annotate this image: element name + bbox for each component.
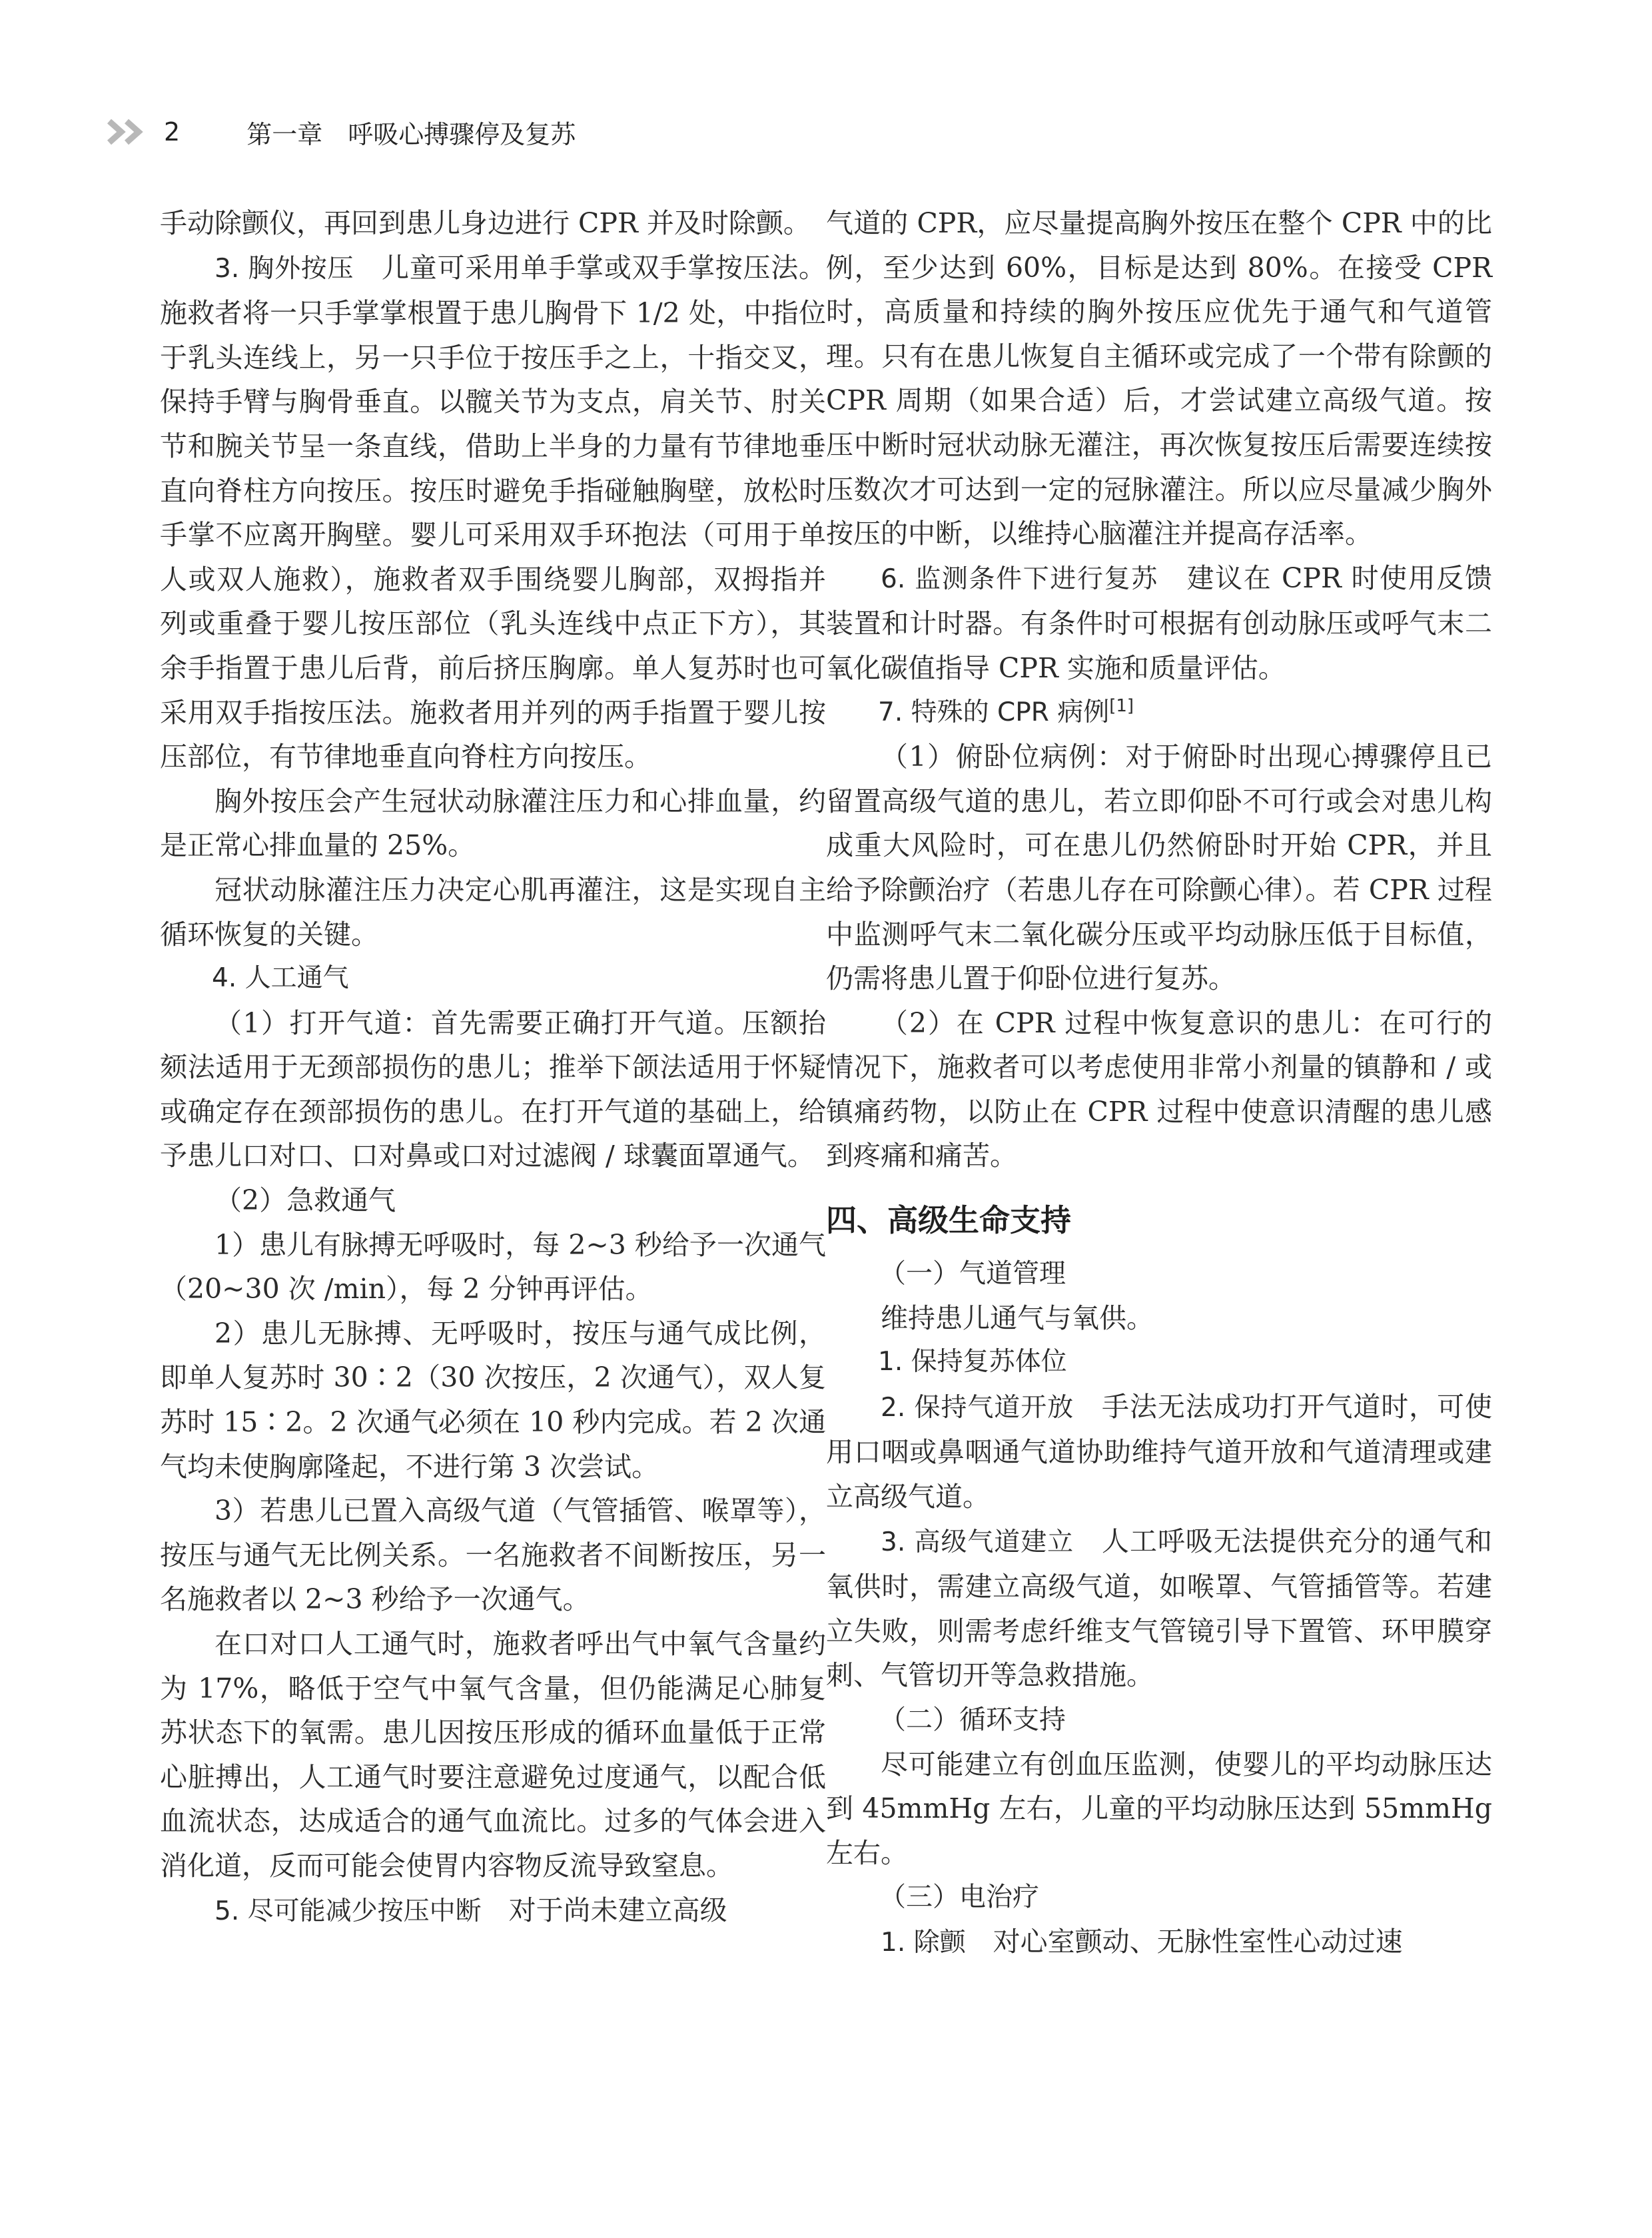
paragraph: 3. 胸外按压 儿童可采用单手掌或双手掌按压法。施救者将一只手掌掌根置于患儿胸骨下 1/2 处，中指位于乳头连线上，另一只手位于按压手之上，十指交叉，保持手臂与胸骨垂直。以髋关节为支点，肩关节、肘关节和腕关节呈一条直线，借助上半身的力量有节律地垂直向脊柱方向按压。按压时避免手指碰触胸壁，放松时手掌不应离开胸壁。婴儿可采用双手环抱法（可用于单人或双人施救），施救者双手围绕婴儿胸部，双拇指并列或重叠于婴儿按压部位（乳头连线中点正下方），其余手指置于患儿后背，前后挤压胸廓。单人复苏时也可采用双手指按压法。施救者用并列的两手指置于婴儿按压部位，有节律地垂直向脊柱方向按压。 — [160, 251, 827, 773]
item-heading: 5. 尽可能减少按压中断 — [214, 1896, 482, 1926]
page-number: 2 — [164, 117, 181, 147]
chapter-title: 第一章 呼吸心搏骤停及复苏 — [246, 119, 576, 149]
item-heading: 4. 人工通气 — [212, 963, 349, 994]
item-heading: 3. 胸外按压 — [214, 253, 354, 284]
item-heading: 6. 监测条件下进行复苏 — [881, 563, 1158, 594]
subsection-heading: （一）气道管理 — [879, 1258, 1066, 1290]
item-heading: 1. 保持复苏体位 — [878, 1347, 1067, 1377]
subsection-heading: （二）循环支持 — [879, 1704, 1066, 1735]
paragraph: 胸外按压会产生冠状动脉灌注压力和心排血量，约是正常心排血量的 25%。 — [160, 785, 826, 862]
paragraph: 2）患儿无脉搏、无呼吸时，按压与通气成比例，即单人复苏时 30∶2（30 次按压，2 次通气），双人复苏时 15∶2。2 次通气必须在 10 秒内完成。若 2 次通气均未使胸廓隆起，不进行第 3 次尝试。 — [160, 1317, 826, 1483]
paragraph: 尽可能建立有创血压监测，使婴儿的平均动脉压达到 45mmHg 左右，儿童的平均动脉压达到 55mmHg 左右。 — [826, 1748, 1492, 1869]
paragraph: 3）若患儿已置入高级气道（气管插管、喉罩等），按压与通气无比例关系。一名施救者不间断按压，另一名施救者以 2~3 秒给予一次通气。 — [160, 1495, 826, 1616]
paragraph: 气道的 CPR，应尽量提高胸外按压在整个 CPR 中的比例，至少达到 60%，目标是达到 80%。在接受 CPR 时，高质量和持续的胸外按压应优先于通气和气道管理。只有在患儿恢复自主循环或完成了一个带有除颤的 CPR 周期（如果合适）后，才尝试建立高级气道。按压中断时冠状动脉无灌注，再次恢复按压后需要连续按压数次才可达到一定的冠脉灌注。所以应尽量减少胸外按压的中断，以维持心脑灌注并提高存活率。 — [826, 207, 1492, 550]
subsection-heading: （三）电治疗 — [879, 1882, 1039, 1913]
paragraph: （2）在 CPR 过程中恢复意识的患儿：在可行的情况下，施救者可以考虑使用非常小剂量的镇静和 / 或镇痛药物，以防止在 CPR 过程中使意识清醒的患儿感到疼痛和痛苦。 — [826, 1006, 1492, 1172]
paragraph: 1. 除颤 对心室颤动、无脉性室性心动过速 — [881, 1925, 1403, 1958]
paragraph: 3. 高级气道建立 人工呼吸无法提供充分的通气和氧供时，需建立高级气道，如喉罩、气管插管等。若建立失败，则需考虑纤维支气管镜引导下置管、环甲膜穿刺、气管切开等急救措施。 — [826, 1525, 1493, 1692]
paragraph: 在口对口人工通气时，施救者呼出气中氧气含量约为 17%，略低于空气中氧气含量，但仍能满足心肺复苏状态下的氧需。患儿因按压形成的循环血量低于正常心脏搏出，人工通气时要注意避免过度通气，以配合低血流状态，达成适合的通气血流比。过多的气体会进入消化道，反而可能会使胃内容物反流导致窒息。 — [160, 1628, 826, 1882]
right-column — [826, 201, 1492, 1966]
paragraph: 5. 尽可能减少按压中断 对于尚未建立高级 — [214, 1894, 727, 1926]
section-title: 四、高级生命支持 — [826, 1202, 1071, 1239]
paragraph: 维持患儿通气与氧供。 — [881, 1302, 1154, 1334]
paragraph: 冠状动脉灌注压力决定心肌再灌注，这是实现自主循环恢复的关键。 — [160, 873, 826, 950]
item-heading: 7. 特殊的 CPR 病例[1] — [878, 695, 1134, 727]
left-column — [160, 201, 826, 1934]
paragraph: 6. 监测条件下进行复苏 建议在 CPR 时使用反馈装置和计时器。有条件时可根据有创动脉压或呼气末二氧化碳值指导 CPR 实施和质量评估。 — [826, 561, 1492, 684]
citation: [1] — [1109, 695, 1134, 716]
item-heading: 3. 高级气道建立 — [881, 1527, 1074, 1557]
item-heading: 1. 除颤 — [881, 1927, 966, 1958]
double-chevron-icon — [107, 119, 153, 145]
paragraph: （1）俯卧位病例：对于俯卧时出现心搏骤停且已留置高级气道的患儿，若立即仰卧不可行或会对患儿构成重大风险时，可在患儿仍然俯卧时开始 CPR，并且给予除颤治疗（若患儿存在可除颤心律）。若 CPR 过程中监测呼气末二氧化碳分压或平均动脉压低于目标值，仍需将患儿置于仰卧位进行复苏。 — [826, 741, 1492, 995]
paragraph: 2. 保持气道开放 手法无法成功打开气道时，可使用口咽或鼻咽通气道协助维持气道开放和气道清理或建立高级气道。 — [826, 1390, 1493, 1513]
item-heading: 2. 保持气道开放 — [881, 1392, 1074, 1423]
paragraph: （2）急救通气 — [214, 1184, 396, 1217]
paragraph: 手动除颤仪，再回到患儿身边进行 CPR 并及时除颤。 — [160, 207, 811, 239]
paragraph: 1）患儿有脉搏无呼吸时，每 2~3 秒给予一次通气（20~30 次 /min），每 2 分钟再评估。 — [160, 1228, 826, 1306]
paragraph: （1）打开气道：首先需要正确打开气道。压额抬颏法适用于无颈部损伤的患儿；推举下颌法适用于怀疑或确定存在颈部损伤的患儿。在打开气道的基础上，给予患儿口对口、口对鼻或口对过滤阀 / 球囊面罩通气。 — [160, 1006, 826, 1172]
running-header — [107, 105, 576, 159]
